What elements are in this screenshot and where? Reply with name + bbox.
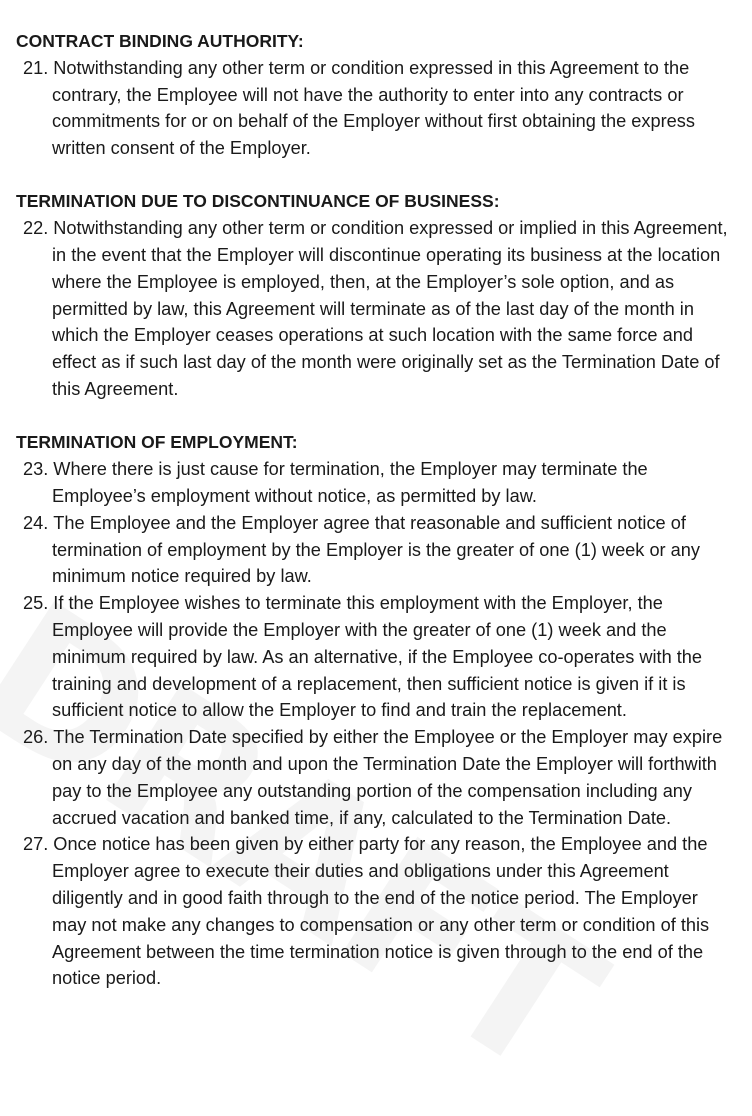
section-termination-of-employment <box>16 429 736 992</box>
clause-24 <box>16 510 736 590</box>
clause-26 <box>16 724 736 831</box>
section-termination-discontinuance <box>16 188 736 402</box>
section-heading: TERMINATION OF EMPLOYMENT: <box>16 432 298 453</box>
clause-text: Once notice has been given by either party for any reason, the Employee and the Employer agree to execute their duties and obligations under this Agreement diligently and in good faith through to the end of the notice period. The Employer may not make any changes to compensation or any other term or condition of this Agreement between the time termination notice is given through to the end of the notice period. <box>52 834 710 989</box>
clause-number: 21. <box>23 57 49 78</box>
section-heading: TERMINATION DUE TO DISCONTINUANCE OF BUSINESS: <box>16 191 500 212</box>
section-contract-binding-authority <box>16 28 736 162</box>
clause-number: 23. <box>23 459 49 480</box>
clause-text: Where there is just cause for termination, the Employer may terminate the Employee’s employment without notice, as permitted by law. <box>52 459 648 506</box>
section-heading: CONTRACT BINDING AUTHORITY: <box>16 31 304 51</box>
clause-text: The Termination Date specified by either the Employee or the Employer may expire on any day of the month and upon the Termination Date the Employer will forthwith pay to the Employee any outstanding portion of the compensation including any accrued vacation and banked time, if any, calculated to the Termination Date. <box>52 727 723 828</box>
clause-text: Notwithstanding any other term or condition expressed in this Agreement to the contrary, the Employee will not have the authority to enter into any contracts or commitments for or on behalf of the Employer without first obtaining the express written consent of the Employer. <box>52 57 695 159</box>
clause-number: 26. <box>23 727 49 748</box>
clause-number: 22. <box>23 218 49 239</box>
clause-text: If the Employee wishes to terminate this employment with the Employer, the Employee will provide the Employer with the greater of one (1) week and the minimum required by law. As an alternative, if the Employee co-operates with the training and development of a replacement, then sufficient notice is given if it is sufficient notice to allow the Employer to find and train the replacement. <box>52 593 703 721</box>
clause-number: 25. <box>23 593 49 614</box>
clause-22 <box>16 215 736 403</box>
clause-25 <box>16 590 736 724</box>
document-body <box>16 28 736 1019</box>
clause-21 <box>16 55 736 162</box>
clause-text: The Employee and the Employer agree that reasonable and sufficient notice of termination of employment by the Employer is the greater of one (1) week or any minimum notice required by law. <box>52 512 700 587</box>
clause-23 <box>16 456 736 510</box>
clause-27 <box>16 831 736 992</box>
clause-number: 27. <box>23 834 49 855</box>
clause-number: 24. <box>23 512 49 533</box>
clause-text: Notwithstanding any other term or condition expressed or implied in this Agreement, in the event that the Employer will discontinue operating its business at the location where the Employee is employed, then, at the Employer’s sole option, and as permitted by law, this Agreement will terminate as of the last day of the month in which the Employer ceases operations at such location with the same force and effect as if such last day of the month were originally set as the Termination Date of this Agreement. <box>52 218 728 400</box>
